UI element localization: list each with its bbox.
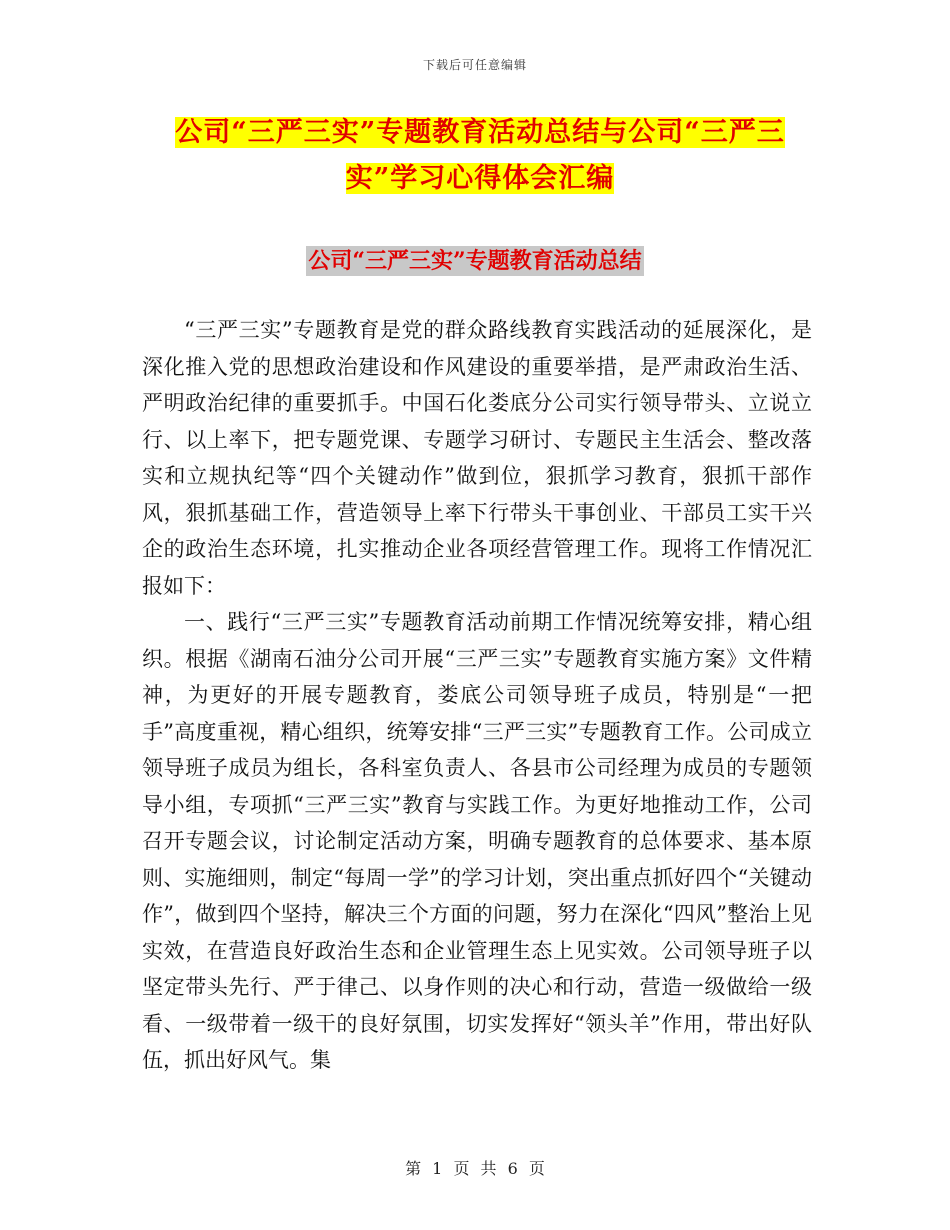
page-footer: 第 1 页 共 6 页: [405, 1159, 545, 1178]
section-title-text: 公司“三严三实”专题教育活动总结: [308, 248, 642, 274]
section-title: [0, 244, 950, 275]
document-title: [150, 110, 810, 202]
paragraph-1: “三严三实”专题教育是党的群众路线教育实践活动的延展深化，是深化推入党的思想政治建设和作风建设的重要举措，是严肃政治生活、严明政治纪律的重要抓手。中国石化娄底分公司实行领导带头、立说立行、以上率下，把专题党课、专题学习研讨、专题民主生活会、整改落实和立规执纪等“四个关键动作”做到位，狠抓学习教育，狠抓干部作风，狠抓基础工作，营造领导上率下行带头干事创业、干部员工实干兴企的政治生态环境，扎实推动企业各项经营管理工作。现将工作情况汇报如下：: [142, 318, 812, 598]
paragraph-2: 一、践行“三严三实”专题教育活动前期工作情况统筹安排，精心组织。根据《湖南石油分公司开展“三严三实”专题教育实施方案》文件精神，为更好的开展专题教育，娄底公司领导班子成员，特别是“一把手”高度重视，精心组织，统筹安排“三严三实”专题教育工作。公司成立领导班子成员为组长，各科室负责人、各县市公司经理为成员的专题领导小组，专项抓“三严三实”教育与实践工作。为更好地推动工作，公司召开专题会议，讨论制定活动方案，明确专题教育的总体要求、基本原则、实施细则，制定“每周一学”的学习计划，突出重点抓好四个“关键动作”，做到四个坚持，解决三个方面的问题，努力在深化“四风”整治上见实效，在营造良好政治生态和企业管理生态上见实效。公司领导班子以坚定带头先行、严于律己、以身作则的决心和行动，营造一级做给一级看、一级带着一级干的良好氛围，切实发挥好“领头羊”作用，带出好队伍，抓出好风气。集: [142, 610, 812, 1072]
document-title-text: 公司“三严三实”专题教育活动总结与公司“三严三实”学习心得体会汇编: [175, 117, 785, 194]
header-note: 下载后可任意编辑: [422, 58, 527, 72]
body-text: [142, 312, 812, 1079]
